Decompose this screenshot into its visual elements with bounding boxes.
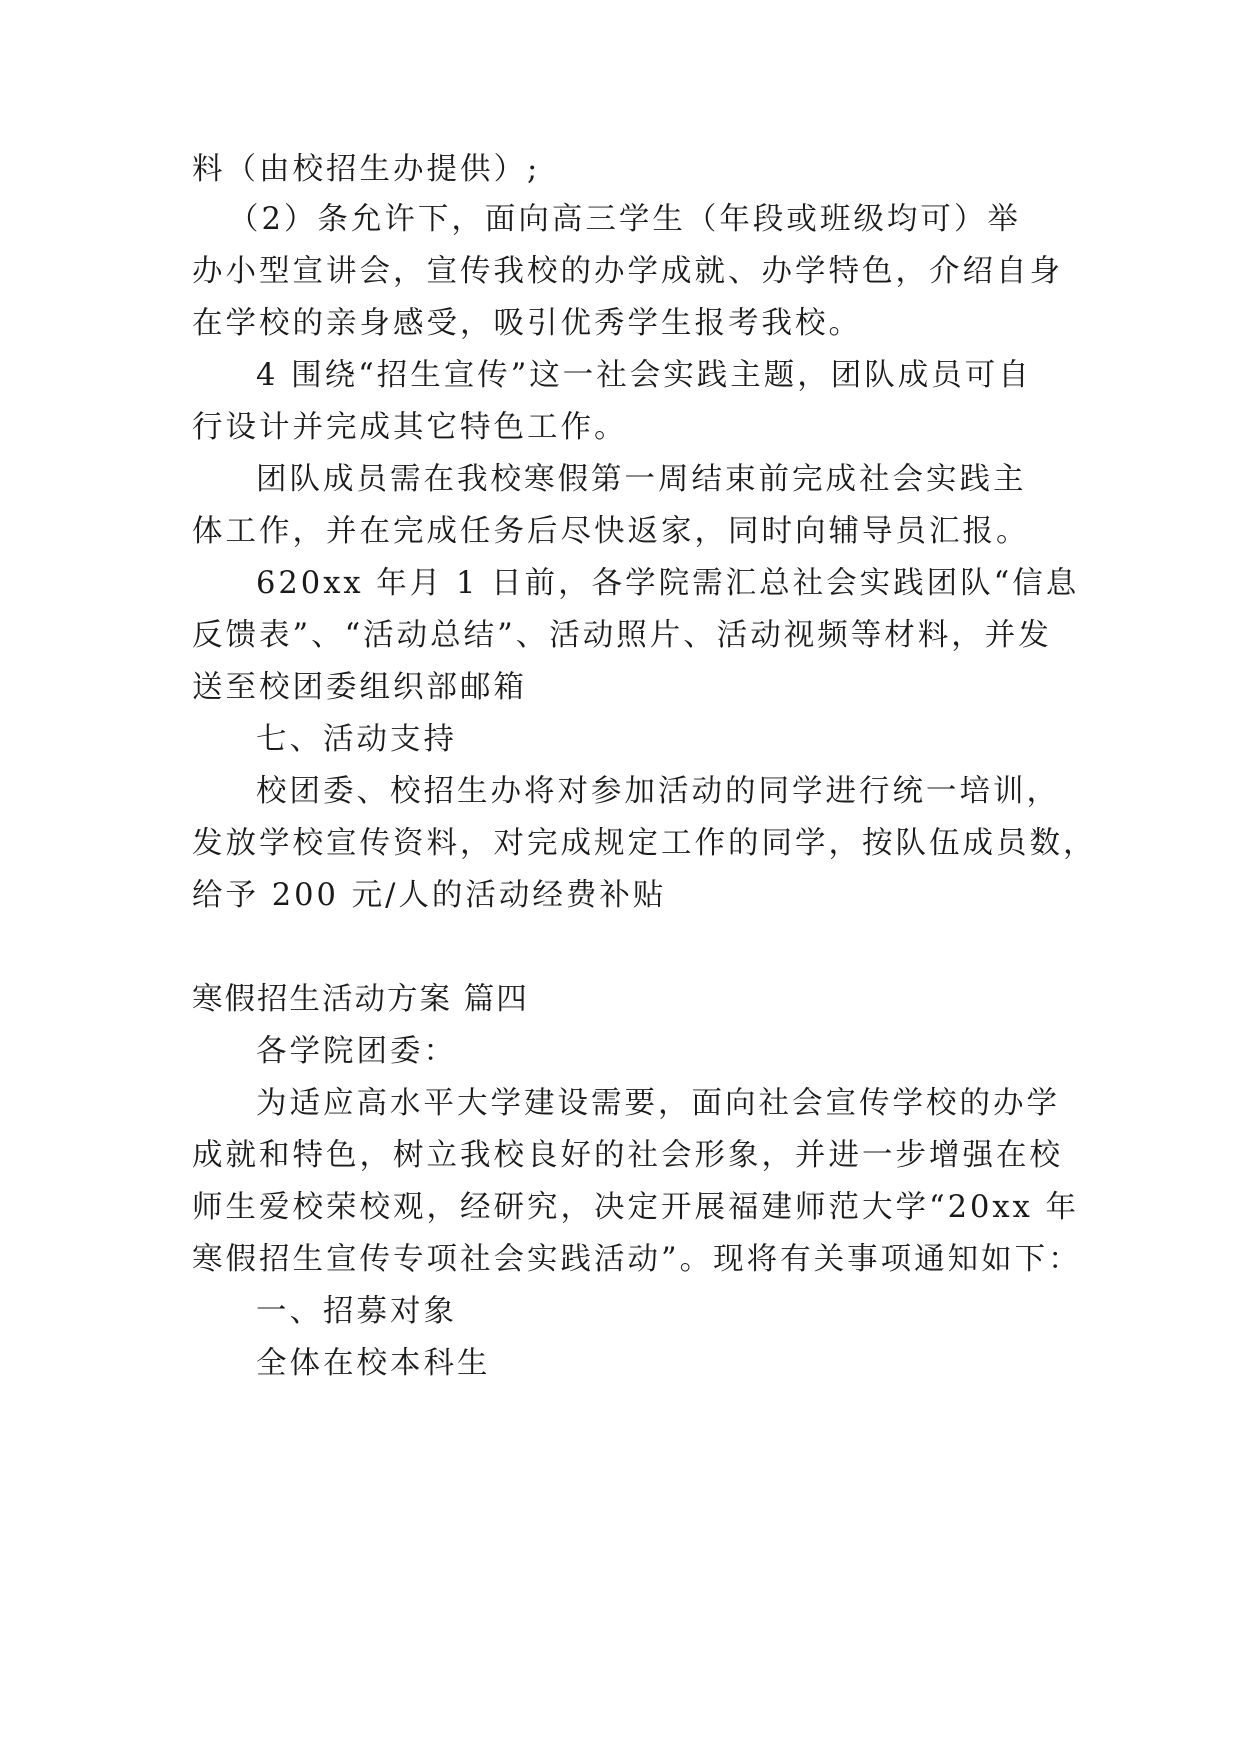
paragraph-line: 为适应高水平大学建设需要，面向社会宣传学校的办学	[256, 1086, 1060, 1121]
paragraph-line: 发放学校宣传资料，对完成规定工作的同学，按队伍成员数，	[192, 826, 1097, 861]
paragraph-line: 办小型宣讲会，宣传我校的办学成就、办学特色，介绍自身	[192, 254, 1063, 289]
paragraph-line: 料（由校招生办提供）;	[192, 152, 541, 187]
paragraph-line: 全体在校本科生	[256, 1346, 491, 1381]
paragraph-line: 师生爱校荣校观，经研究，决定开展福建师范大学“20xx 年	[192, 1190, 1079, 1225]
paragraph-line: 给予 200 元/人的活动经费补贴	[192, 878, 667, 913]
paragraph-line: 4 围绕“招生宣传”这一社会实践主题，团队成员可自	[256, 358, 1032, 393]
paragraph-line: 团队成员需在我校寒假第一周结束前完成社会实践主	[256, 462, 1027, 497]
paragraph-line: 在学校的亲身感受，吸引优秀学生报考我校。	[192, 306, 862, 341]
paragraph-line: （2）条允许下，面向高三学生（年段或班级均可）举	[228, 202, 1021, 237]
paragraph-line: 体工作，并在完成任务后尽快返家，同时向辅导员汇报。	[192, 514, 1030, 549]
salutation: 各学院团委：	[256, 1034, 457, 1069]
paragraph-line: 寒假招生宣传专项社会实践活动”。现将有关事项通知如下：	[192, 1242, 1082, 1277]
paragraph-line: 成就和特色，树立我校良好的社会形象，并进一步增强在校	[192, 1138, 1063, 1173]
paragraph-line: 送至校团委组织部邮箱	[192, 670, 527, 705]
section-heading: 七、活动支持	[256, 722, 457, 757]
section-heading: 一、招募对象	[256, 1294, 457, 1329]
paragraph-line: 行设计并完成其它特色工作。	[192, 410, 628, 445]
document-title: 寒假招生活动方案 篇四	[192, 982, 529, 1017]
paragraph-line: 反馈表”、“活动总结”、活动照片、活动视频等材料，并发	[192, 618, 1052, 653]
paragraph-line: 620xx 年月 1 日前，各学院需汇总社会实践团队“信息	[256, 566, 1080, 601]
paragraph-line: 校团委、校招生办将对参加活动的同学进行统一培训，	[256, 774, 1060, 809]
